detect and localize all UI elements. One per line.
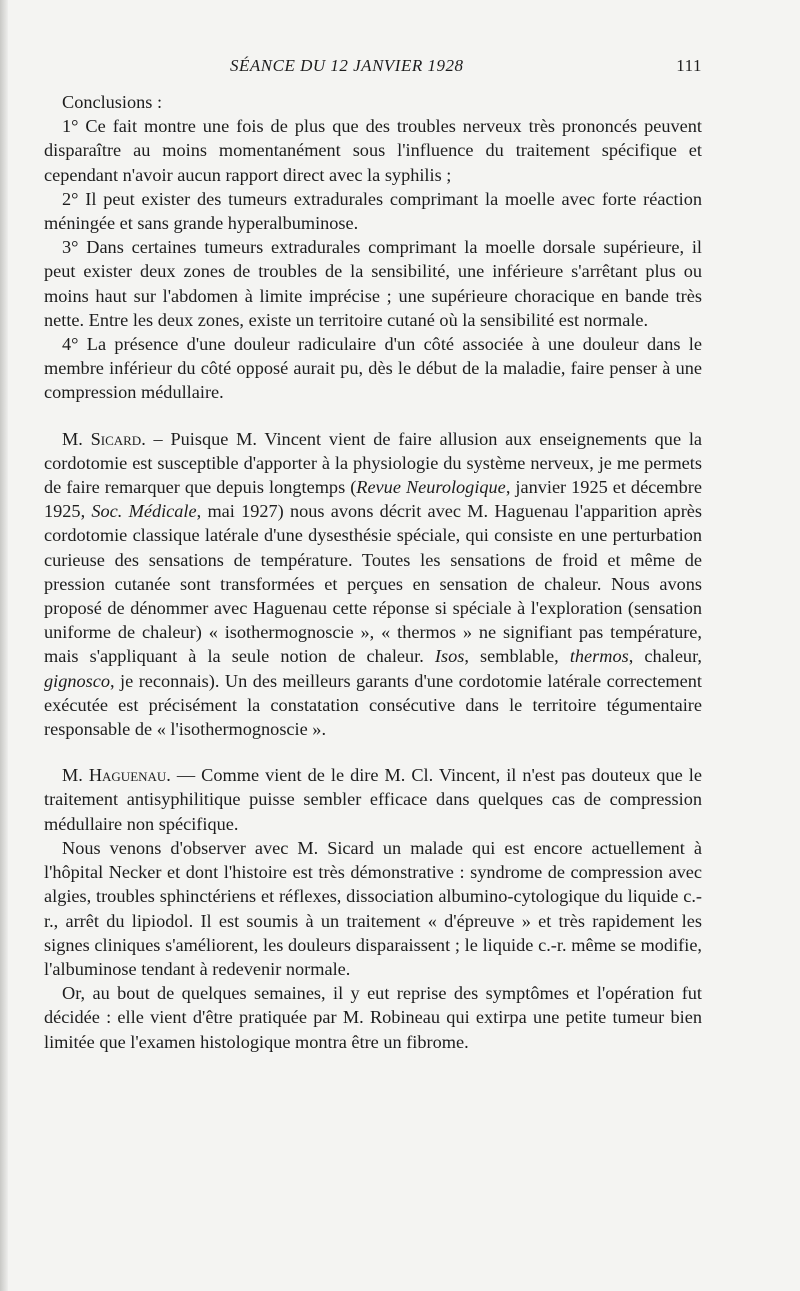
speaker-name: M. Haguenau. [62,765,171,786]
sicard-paragraph [44,427,702,742]
dash: – [145,428,171,449]
text: , je reconnais). Un des meilleurs garants d'une cordotomie latérale correctement exécutée est précisément la constatation consécutive dans le territoire tégumentaire responsable de « l'isothermognoscie ». [44,670,702,740]
text: , chaleur, [628,646,702,667]
haguenau-paragraph: Nous venons d'observer avec M. Sicard un malade qui est encore actuellement à l'hôpital Necker et dont l'histoire est très démonstrative : syndrome de compression avec algies, troubles sphinctériens et réflexes, dissociation albumino-cytologique du liquide c.-r., arrêt du lipiodol. Il est soumis à un traitement « d'épreuve » et très rapidement les signes cliniques s'améliorent, les douleurs disparaissent ; le liquide c.-r. même se modifie, l'albuminose tendant à redevenir normale. [44,837,702,979]
running-title: SÉANCE DU 12 JANVIER 1928 [230,56,464,75]
conclusion-item: 2° Il peut exister des tumeurs extradurales comprimant la moelle avec forte réaction méningée et sans grande hyperalbuminose. [44,188,702,234]
dash: — [170,765,202,786]
section-spacer [44,405,702,427]
greek-term: thermos [569,646,629,667]
text: Comme vient de le dire M. Cl. Vincent, il n'est pas douteux que le traitement antisyphilitique puisse sembler efficace dans quelques cas de compression médullaire non spécifique. [44,765,702,834]
haguenau-paragraph [44,763,702,836]
text: , semblable, [464,646,570,667]
haguenau-paragraph: Or, au bout de quelques semaines, il y eut reprise des symptômes et l'opération fut décidée : elle vient d'être pratiquée par M. Robineau qui extirpa une petite tumeur bien limitée que l'examen histologique montra être un fibrome. [44,983,702,1052]
conclusion-item: 4° La présence d'une douleur radiculaire d'un côté associée à une douleur dans le membre inférieur du côté opposé aurait pu, dès le début de la maladie, faire penser à une compression médullaire. [44,334,702,403]
running-header [44,56,702,80]
document-body [44,90,702,1054]
text: , janvier 1925 et décembre 1925, [44,477,702,522]
citation-title: Soc. Médicale [91,501,197,522]
greek-term: gignosco [44,670,111,691]
section-spacer [44,741,702,763]
page-number: 111 [676,56,702,75]
citation-title: Revue Neurologique [356,477,506,498]
text: , mai 1927) nous avons décrit avec M. Haguenau l'apparition après cordotomie classique latérale d'une dysesthésie spéciale, qui consiste en une perturbation curieuse des sensations de température. Toutes les sensations de froid et même de pression cutanée sont transformées et perçues en sensation de chaleur. Nous avons proposé de dénommer avec Haguenau cette réponse si spéciale à l'exploration (sensation uniforme de chaleur) « isothermognoscie », « thermos » ne signifiant pas température, mais s'appliquant à la seule notion de chaleur. [44,501,703,667]
text: Puisque M. Vincent vient de faire allusion aux enseignements que la cordotomie est susceptible d'apporter à la physiologie du système nerveux, je me permets de faire remarquer que depuis longtemps ( [44,428,703,498]
conclusions-heading: Conclusions : [62,92,163,112]
greek-term: Isos [434,646,465,667]
page-edge-shadow [0,0,8,1291]
conclusion-item: 3° Dans certaines tumeurs extradurales comprimant la moelle dorsale supérieure, il peut exister deux zones de troubles de la sensibilité, une inférieure s'arrêtant plus ou moins haut sur l'abdomen à limite imprécise ; une supérieure choracique en bande très nette. Entre les deux zones, existe un territoire cutané où la sensibilité est normale. [44,237,702,330]
conclusion-item: 1° Ce fait montre une fois de plus que des troubles nerveux très prononcés peuvent disparaître au moins momentanément sous l'influence du traitement spécifique et cependant n'avoir aucun rapport direct avec la syphilis ; [44,116,702,185]
speaker-name: M. Sicard. [62,428,146,449]
